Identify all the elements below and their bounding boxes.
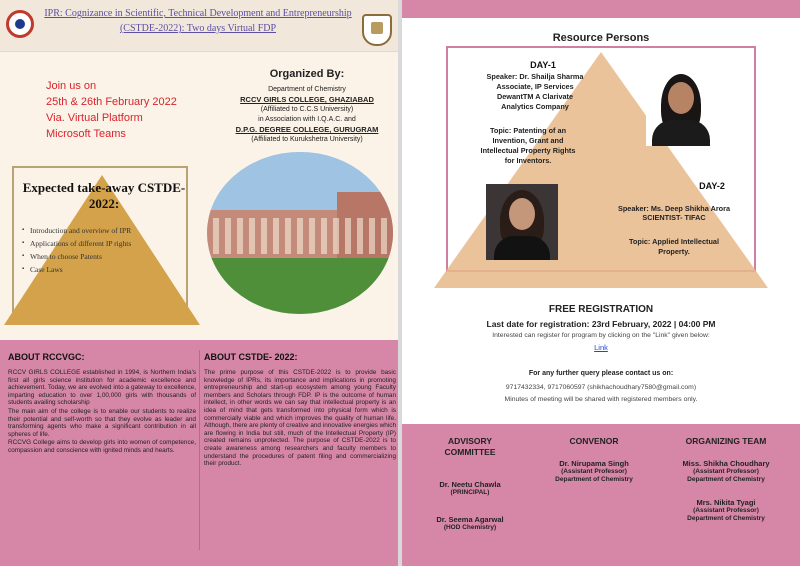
speaker-name: Speaker: Ms. Deep Shikha Arora [617,204,731,213]
title-line-1: IPR: Cognizance in Scientific, Technical Development and Entrepreneurship [44,8,352,19]
member-role: (Assistant Professor) [693,507,759,514]
topic-line: Property. [658,247,690,256]
about-cstde-heading: ABOUT CSTDE- 2022: [204,352,298,362]
college-name: RCCV GIRLS COLLEGE, GHAZIABAD [240,95,374,104]
contact-heading: For any further query please contact us on: [528,370,674,377]
paragraph: The main aim of the college is to enable our students to realize their potential and self-worth so that they evolve as leader and transforming agents who make a significant contribution in all spheres of life. [8,407,196,438]
organizer-block [222,68,392,145]
speaker-2 [574,204,774,222]
partner-college-logo [362,14,392,46]
title-line-2: (CSTDE-2022): Two days Virtual FDP [119,23,277,34]
join-info [46,78,196,142]
day-1-label: DAY-1 [530,60,556,70]
registration-link[interactable]: Link [594,343,608,352]
paragraph: The prime purpose of this CSTDE-2022 is to provide basic knowledge of IPRs, its importance and implications in promoting entrepreneurship and start-up ecosystem among young Faculty members and Scholars through FDP. IP is the outcome of human intellect, in other words we can say that intellectual property is an idea of mind that gets transformed into physical form which is commercially viable and which improves the quality of human life. Although, there are plenty of creative and innovative energies which are flowing in India but still, much of the Intellectual Property (IP) created remains unprotected. The purpose of CSTDE-2022 is to create awareness among researchers and faculty members to understand the procedures of patent filing and commercializing their product. [204,369,396,468]
member-name: Dr. Neetu Chawla [439,480,501,489]
event-title [40,6,356,36]
list-item: ▪ When to choose Patents [22,252,182,261]
association: in Association with I.Q.A.C. and [258,116,356,123]
partner-college-name: D.P.G. DEGREE COLLEGE, GURUGRAM [235,125,379,134]
topic-2 [574,237,774,257]
speaker-org: DewantTM A Clarivate [496,92,574,101]
member-name: Mrs. Nikita Tyagi [696,498,756,507]
campus-photo [207,152,393,314]
member-role: (PRINCIPAL) [450,489,490,496]
affiliation: (Affiliated to Kurukshetra University) [251,136,363,143]
committee-heading: CONVENOR [569,436,619,446]
member-department: Department of Chemistry [555,476,633,483]
member-role: (Assistant Professor) [561,468,627,475]
top-band [402,0,800,18]
join-line: Microsoft Teams [46,128,126,140]
organizing-team [656,436,796,523]
topic-line: Topic: Applied Intellectual [629,237,719,246]
topic-1 [448,126,608,166]
list-item: ▪ Case Laws [22,265,182,274]
minutes-note: Minutes of meeting will be shared with registered members only. [504,396,698,403]
free-registration-heading: FREE REGISTRATION [548,304,654,315]
poster-header [0,0,398,52]
contact-details: 9717432334, 9717060597 (shikhachoudhary7580@gmail.com) [505,384,697,391]
college-logo [6,10,34,38]
committee-heading: COMMITTEE [444,447,496,457]
event-dates: 25th & 26th February 2022 [46,96,177,108]
member-role: (Assistant Professor) [693,468,759,475]
divider [199,350,200,550]
member-role: (HOD Chemistry) [443,524,497,531]
right-poster-panel [402,0,800,566]
about-rccvgc-heading: ABOUT RCCVGC: [8,352,85,362]
join-line: Join us on [46,80,97,92]
takeaway-heading: Expected take-away CSTDE-2022: [22,180,186,211]
left-poster-panel [0,0,398,566]
speaker-role: SCIENTIST- TIFAC [642,213,706,222]
registration-deadline: Last date for registration: 23rd February, 2022 | 04:00 PM [486,319,716,329]
committee-heading: ORGANIZING TEAM [685,436,767,446]
speaker-1 [460,72,610,112]
member-department: Department of Chemistry [687,515,765,522]
day-2-label: DAY-2 [699,181,725,191]
about-cstde [204,352,396,469]
list-item: ▪ Applications of different IP rights [22,239,182,248]
paragraph: RCCVG College aims to develop girls into women of competence, compassion and conscience with ignited minds and hearts. [8,439,196,454]
member-name: Dr. Nirupama Singh [559,459,629,468]
topic-line: for Inventors. [504,156,552,165]
organized-by-heading: Organized By: [269,68,345,80]
takeaway-list [22,226,182,278]
affiliation: (Affiliated to C.C.S University) [260,106,354,113]
topic-line: Topic: Patenting of an [489,126,567,135]
speaker-role: Associate, IP Services [496,82,574,91]
member-department: Department of Chemistry [687,476,765,483]
convenor [532,436,656,484]
committee-heading: ADVISORY [447,436,493,446]
member-name: Dr. Seema Agarwal [436,515,504,524]
member-name: Miss. Shikha Choudhary [682,459,770,468]
topic-line: Intellectual Property Rights [480,146,576,155]
join-line: Via. Virtual Platform [46,112,143,124]
paragraph: RCCV GIRLS COLLEGE established in 1994, is Northern India's first all girls science institution for academic excellence and achievement. Today, we are evolved into a gateway to excellence, imparting education to over 1,00,000 girls with thousands of students availing scholarship [8,369,196,407]
speaker-org: Analytics Company [501,102,569,111]
resource-persons-heading: Resource Persons [552,32,650,44]
advisory-committee [410,436,530,532]
department: Department of Chemistry [268,86,346,93]
speaker-2-photo [486,184,558,260]
about-rccvgc [8,352,196,456]
list-item: ▪ Introduction and overview of IPR [22,226,182,235]
registration-instructions: Interested can register for program by clicking on the "Link" given below: [492,332,710,339]
speaker-name: Speaker: Dr. Shailja Sharma [486,72,584,81]
speaker-1-photo [646,70,716,146]
topic-line: Invention, Grant and [492,136,564,145]
